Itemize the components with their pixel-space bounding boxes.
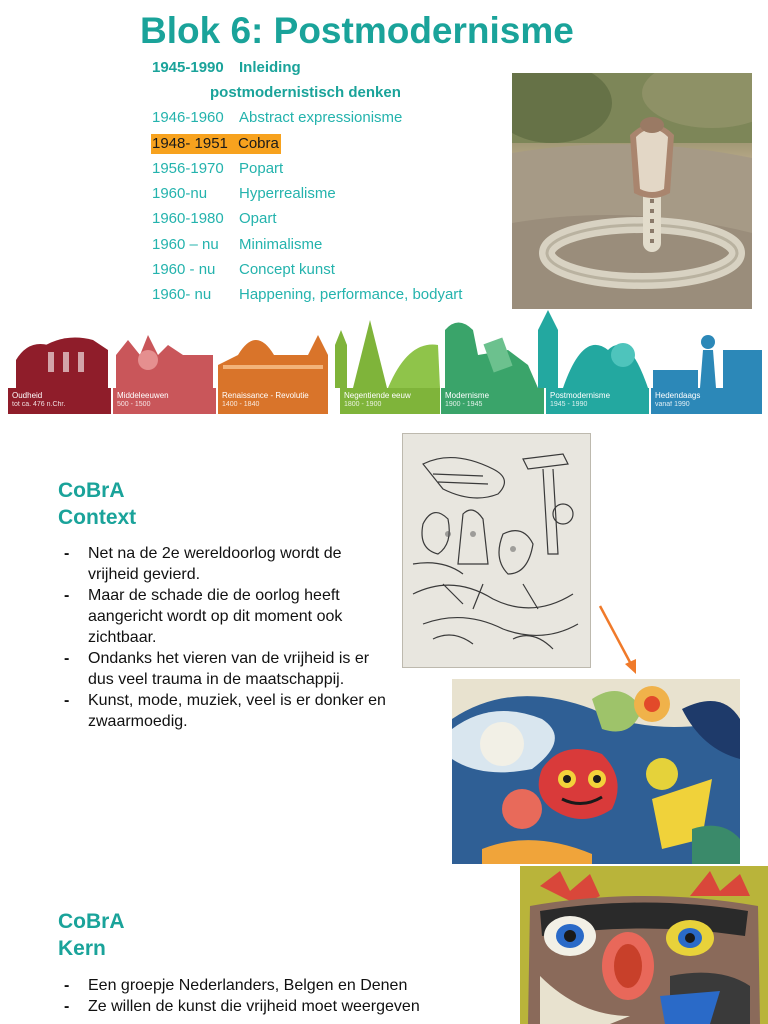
- timeline-years: 1945-1990: [152, 59, 224, 76]
- era-postmodernisme: Postmodernisme 1945 - 1990: [546, 388, 649, 414]
- timeline-years: 1960- nu: [152, 286, 212, 303]
- timeline-years: 1948- 1951: [152, 135, 228, 152]
- list-item: - Maar de schade die de oorlog heeft aangericht wordt op dit moment ook zichtbaar.: [64, 585, 394, 648]
- era-middeleeuwen: Middeleeuwen 500 - 1500: [113, 388, 216, 414]
- context-heading-line1: CoBrA: [58, 479, 125, 502]
- list-item: - Ze willen de kunst die vrijheid moet weergeven: [64, 996, 484, 1017]
- timeline-name: Cobra: [238, 135, 279, 152]
- colorful-painting-image: [452, 679, 740, 864]
- timeline-continuation: postmodernistisch denken: [210, 84, 401, 101]
- context-heading-line2: Context: [58, 506, 137, 529]
- era-renaissance: Renaissance - Revolutie 1400 - 1840: [218, 388, 328, 414]
- timeline-years: 1960-nu: [152, 185, 208, 202]
- era-banner: [8, 310, 762, 414]
- era-hedendaags: Hedendaags vanaf 1990: [651, 388, 762, 414]
- context-bullet-list: [64, 543, 394, 732]
- kern-heading: [58, 908, 125, 962]
- face-painting-image: [520, 866, 768, 1024]
- list-item: - Kunst, mode, muziek, veel is er donker en zwaarmoedig.: [64, 690, 394, 732]
- timeline-name: Concept kunst: [239, 261, 335, 278]
- arrow-icon: [596, 604, 640, 681]
- sketch-artwork-image: [402, 433, 591, 668]
- cobra-snake-photo: [512, 73, 752, 309]
- era-modernisme: Modernisme 1900 - 1945: [441, 388, 544, 414]
- era-negentiende-eeuw: Negentiende eeuw 1800 - 1900: [340, 388, 440, 414]
- timeline-years: 1960 – nu: [152, 236, 219, 253]
- kern-heading-line1: CoBrA: [58, 910, 125, 933]
- timeline-name: Opart: [239, 210, 277, 227]
- list-item: - Ondanks het vieren van de vrijheid is er dus veel trauma in de maatschappij.: [64, 648, 394, 690]
- era-oudheid: Oudheid tot ca. 476 n.Chr.: [8, 388, 111, 414]
- timeline-name: Hyperrealisme: [239, 185, 336, 202]
- timeline-name: Minimalisme: [239, 236, 323, 253]
- timeline-name: Abstract expressionisme: [239, 109, 403, 126]
- timeline-years: 1960 - nu: [152, 261, 216, 278]
- timeline-years: 1946-1960: [152, 109, 224, 126]
- page-title: Blok 6: Postmodernisme: [140, 10, 574, 51]
- timeline-item-highlighted: [152, 135, 279, 157]
- timeline-name: Popart: [239, 160, 284, 177]
- list-item: - Een groepje Nederlanders, Belgen en Denen: [64, 975, 484, 996]
- timeline-name: Happening, performance, bodyart: [239, 286, 463, 303]
- list-item: - Net na de 2e wereldoorlog wordt de vrijheid gevierd.: [64, 543, 394, 585]
- kern-bullet-list: [64, 975, 484, 1017]
- timeline-years: 1960-1980: [152, 210, 224, 227]
- context-heading: [58, 477, 136, 531]
- kern-heading-line2: Kern: [58, 937, 106, 960]
- timeline-name: Inleiding: [239, 59, 301, 76]
- timeline-years: 1956-1970: [152, 160, 224, 177]
